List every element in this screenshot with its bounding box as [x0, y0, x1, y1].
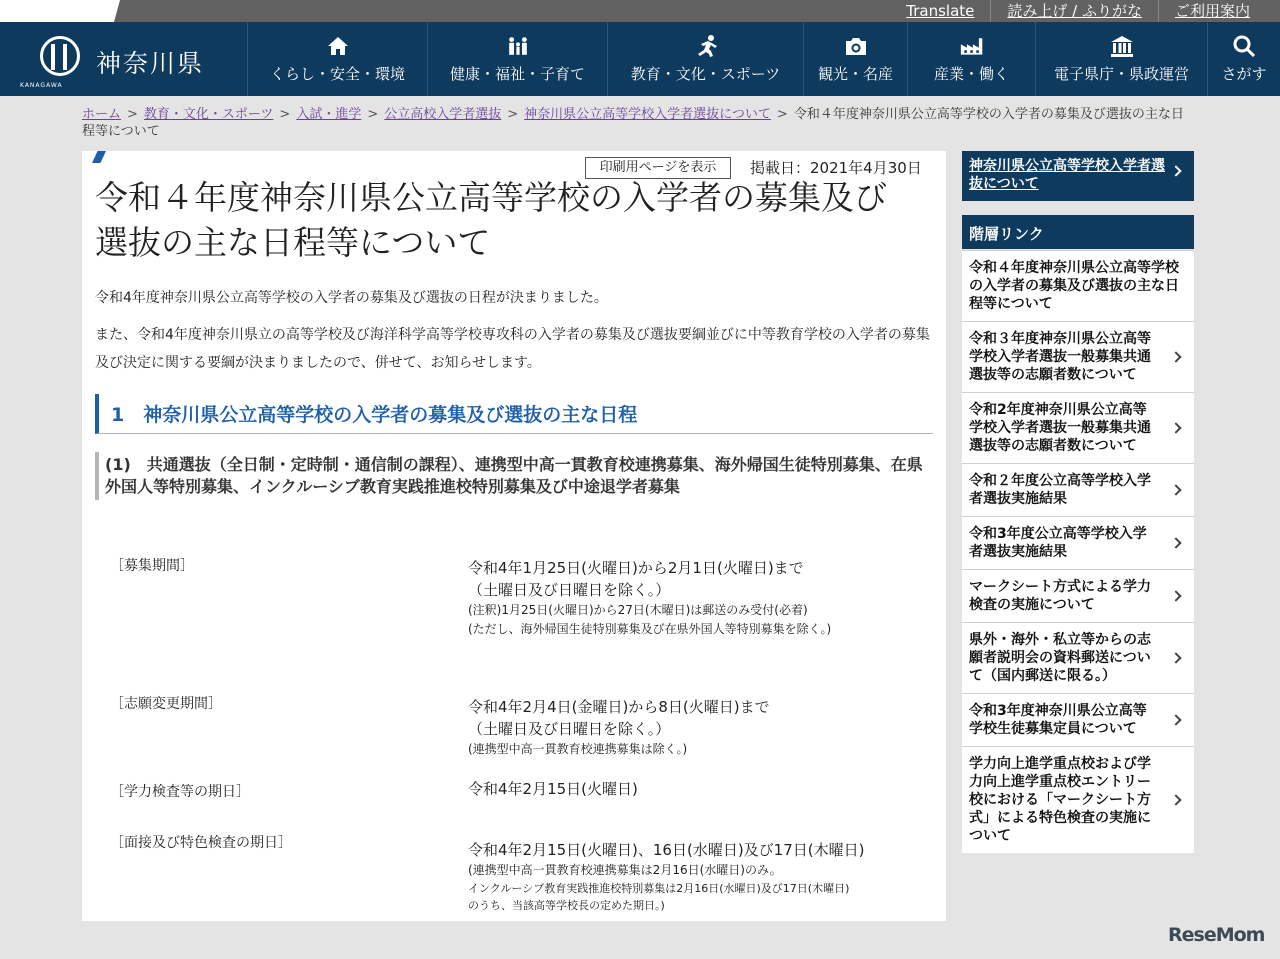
chevron-right-icon	[1170, 794, 1181, 805]
schedule-label: ［学力検査等の期日］	[110, 784, 250, 800]
main-content	[82, 151, 946, 921]
read-aloud-link[interactable]: 読み上げ / ふりがな	[990, 0, 1158, 22]
schedule-label: ［募集期間］	[110, 558, 194, 574]
global-header	[0, 22, 1280, 96]
chevron-right-icon	[1170, 422, 1181, 433]
family-icon	[506, 35, 530, 57]
nav-item-health[interactable]: 健康・福祉・子育て	[428, 22, 608, 96]
section-heading: 1 神奈川県公立高等学校の入学者の募集及び選抜の主な日程	[95, 394, 933, 434]
breadcrumb-selection[interactable]: 神奈川県公立高等学校入学者選抜について	[524, 107, 771, 122]
sidebar-item[interactable]: 令和３年度神奈川県公立高等学校入学者選抜一般募集共通選抜等の志願者数について	[962, 321, 1194, 392]
corner-accent	[92, 151, 106, 163]
translate-link[interactable]: Translate	[906, 2, 975, 20]
logo-subtext: KANAGAWA	[20, 82, 63, 89]
schedule-value: 令和4年2月15日(火曜日)、16日(水曜日)及び17日(木曜日) (連携型中高一貫教育校連携募集は2月16日(水曜日)のみ。 インクルーシブ教育実践推進校特別募集は2月16日(水曜日)及び17日(木曜日) のうち、当該高等学校長の定めた期日。)	[468, 841, 865, 912]
posted-date: 掲載日：2021年4月30日	[750, 159, 922, 177]
search-icon	[1232, 35, 1256, 57]
sidebar-item-current: 令和４年度神奈川県公立高等学校の入学者の募集及び選抜の主な日程等について	[962, 250, 1194, 321]
page-title: 令和４年度神奈川県公立高等学校の入学者の募集及び選抜の主な日程等について	[95, 178, 887, 262]
schedule-value: 令和4年2月4日(金曜日)から8日(火曜日)まで （土曜日及び日曜日を除く。） (連携型中高一貫教育校連携募集は除く。)	[468, 698, 770, 756]
breadcrumb-entrance[interactable]: 入試・進学	[296, 107, 362, 122]
sidebar-item[interactable]: 県外・海外・私立等からの志願者説明会の資料郵送について（国内郵送に限る。）	[962, 622, 1194, 693]
chevron-right-icon	[1170, 714, 1181, 725]
notice-paragraph: また、令和4年度神奈川県立の高等学校及び海洋科学高等学校専攻科の入学者の募集及び選抜要綱並びに中等教育学校の入学者の募集及び決定に関する要綱が決まりましたので、併せて、お知らせします。	[95, 327, 930, 371]
sidebar-heading: 階層リンク	[962, 215, 1194, 249]
nav-item-tourism[interactable]: 観光・名産	[804, 22, 908, 96]
factory-icon	[960, 35, 984, 57]
chevron-right-icon	[1170, 165, 1181, 176]
intro-paragraph: 令和4年度神奈川県公立高等学校の入学者の募集及び選抜の日程が決まりました。	[95, 290, 608, 306]
chevron-right-icon	[1170, 652, 1181, 663]
chevron-right-icon	[1170, 537, 1181, 548]
sidebar-parent-link[interactable]: 神奈川県公立高等学校入学者選抜について	[962, 151, 1194, 201]
sidebar-item[interactable]: マークシート方式による学力検査の実施について	[962, 569, 1194, 622]
kanagawa-emblem-icon	[40, 36, 80, 76]
sidebar-item[interactable]: 令和２年度公立高等学校入学者選抜実施結果	[962, 463, 1194, 516]
runner-icon	[694, 35, 718, 57]
nav-item-government[interactable]: 電子県庁・県政運営	[1036, 22, 1208, 96]
schedule-label: ［志願変更期間］	[110, 696, 222, 712]
camera-icon	[844, 35, 868, 57]
resemom-watermark: ReseMom	[1168, 924, 1265, 946]
site-name: 神奈川県	[96, 49, 205, 78]
sidebar-list	[962, 250, 1194, 853]
sidebar-item[interactable]: 令和3年度公立高等学校入学者選抜実施結果	[962, 516, 1194, 569]
breadcrumb-home[interactable]: ホーム	[82, 107, 122, 122]
schedule-label: ［面接及び特色検査の期日］	[110, 835, 292, 851]
sidebar-item[interactable]: 学力向上進学重点校および学力向上進学重点校エントリー校における「マークシート方式」による特色検査の実施について	[962, 746, 1194, 853]
breadcrumb: ホーム > 教育・文化・スポーツ > 入試・進学 > 公立高校入学者選抜 > 神奈川県公立高等学校入学者選抜について > 令和４年度神奈川県公立高等学校の入学者の募集及び選抜の主な日程等について	[82, 107, 1184, 139]
nav-item-education[interactable]: 教育・文化・スポーツ	[608, 22, 804, 96]
sidebar-item[interactable]: 令和3年度神奈川県公立高等学校生徒募集定員について	[962, 693, 1194, 746]
nav-item-search[interactable]: さがす	[1208, 22, 1280, 96]
site-logo[interactable]	[0, 22, 248, 96]
utility-links	[890, 0, 1266, 22]
sidebar-item[interactable]: 令和2年度神奈川県公立高等学校入学者選抜一般募集共通選抜等の志願者数について	[962, 392, 1194, 463]
building-icon	[1110, 35, 1134, 57]
home-icon	[326, 35, 350, 57]
usage-guide-link[interactable]: ご利用案内	[1158, 0, 1266, 22]
chevron-right-icon	[1170, 484, 1181, 495]
chevron-right-icon	[1170, 590, 1181, 601]
breadcrumb-public-hs[interactable]: 公立高校入学者選抜	[384, 107, 502, 122]
schedule-value: 令和4年2月15日(火曜日)	[468, 780, 638, 798]
schedule-value: 令和4年1月25日(火曜日)から2月1日(火曜日)まで （土曜日及び日曜日を除く。） (注釈)1月25日(火曜日)から27日(木曜日)は郵送のみ受付(必着) (ただし、海外帰国生徒特別募集及び在県外国人等特別募集を除く。)	[468, 559, 832, 636]
breadcrumb-current: 令和４年度神奈川県公立高等学校の入学者の募集及び選抜の主な日程等について	[82, 107, 1184, 139]
utility-bar	[0, 0, 1280, 22]
print-page-button[interactable]: 印刷用ページを表示	[585, 157, 731, 179]
utility-bar-slant	[0, 0, 120, 22]
nav-item-industry[interactable]: 産業・働く	[908, 22, 1036, 96]
subsection-heading: (1) 共通選抜（全日制・定時制・通信制の課程）、連携型中高一貫教育校連携募集、海外帰国生徒特別募集、在県外国人等特別募集、インクルーシブ教育実践推進校特別募集及び中途退学者募集	[95, 452, 933, 500]
chevron-right-icon	[1170, 351, 1181, 362]
nav-item-living[interactable]: くらし・安全・環境	[248, 22, 428, 96]
breadcrumb-education[interactable]: 教育・文化・スポーツ	[143, 107, 274, 122]
